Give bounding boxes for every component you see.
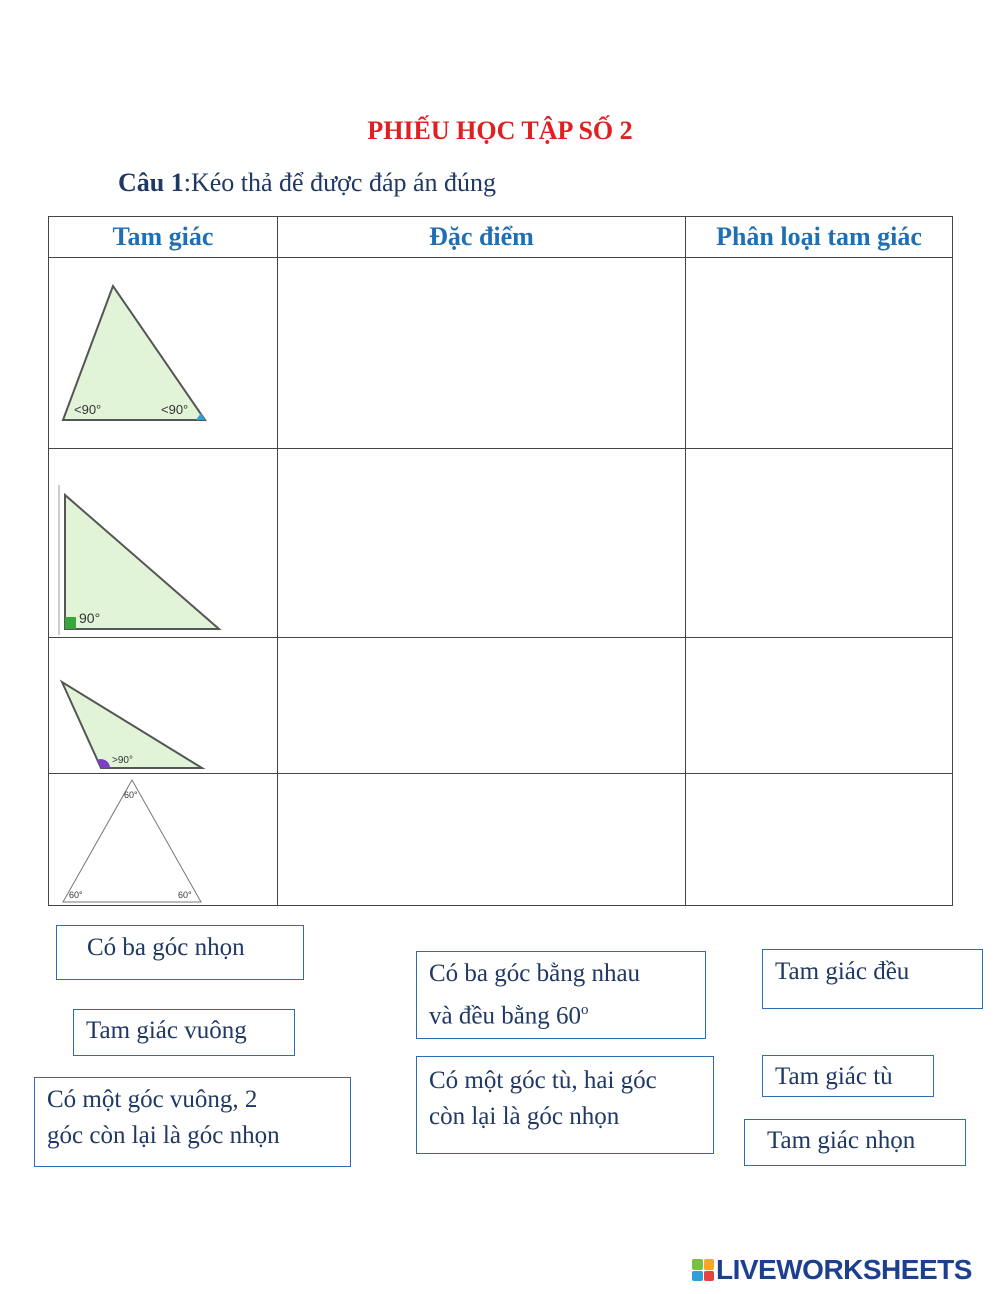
answer-label-line2: còn lại là góc nhọn — [429, 1103, 620, 1130]
answer-label: Có ba góc nhọn — [87, 934, 245, 961]
triangle-cell — [49, 258, 278, 449]
classification-drop-zone[interactable] — [686, 258, 953, 449]
obtuse-triangle-image — [49, 638, 278, 773]
answer-label-line2: và đều bằng 60$^o$ — [429, 1002, 589, 1030]
characteristics-drop-zone[interactable] — [278, 638, 686, 774]
header-triangle: Tam giác — [49, 217, 278, 258]
answer-label: Tam giác đều — [775, 958, 910, 985]
table-row — [49, 449, 953, 638]
answer-label-line1: Có ba góc bằng nhau — [429, 960, 641, 987]
worksheet-title: PHIẾU HỌC TẬP SỐ 2 — [367, 116, 633, 145]
table-row — [49, 774, 953, 906]
table-header-row — [49, 217, 953, 258]
angle-label: >90° — [112, 755, 133, 766]
classification-drop-zone[interactable] — [686, 449, 953, 638]
angle-label: 60° — [124, 790, 138, 800]
answer-label: Tam giác tù — [775, 1063, 893, 1090]
equilateral-triangle-image — [49, 774, 278, 905]
answer-acute[interactable] — [744, 1119, 966, 1166]
liveworksheets-logo-icon — [692, 1259, 714, 1281]
answer-obtuse[interactable] — [762, 1055, 934, 1097]
answer-one-right[interactable] — [34, 1077, 351, 1167]
logo-text: LIVEWORKSHEETS — [716, 1254, 972, 1285]
triangle-cell — [49, 774, 278, 906]
angle-label: <90° — [161, 402, 189, 417]
characteristics-drop-zone[interactable] — [278, 258, 686, 449]
table-row — [49, 638, 953, 774]
classification-table — [48, 216, 953, 906]
answer-equilateral[interactable] — [762, 949, 983, 1009]
angle-label: 90° — [79, 610, 101, 626]
header-classification: Phân loại tam giác — [686, 217, 953, 258]
angle-label: 60° — [69, 890, 83, 900]
question-text: :Kéo thả để được đáp án đúng — [183, 168, 497, 197]
answer-three-acute[interactable] — [56, 925, 304, 980]
answer-equal-angles[interactable] — [416, 951, 706, 1039]
angle-label: <90° — [74, 402, 102, 417]
liveworksheets-logo — [692, 1254, 972, 1286]
acute-triangle-image — [49, 258, 278, 448]
classification-drop-zone[interactable] — [686, 774, 953, 906]
answer-label: Tam giác vuông — [86, 1017, 247, 1044]
classification-drop-zone[interactable] — [686, 638, 953, 774]
characteristics-drop-zone[interactable] — [278, 449, 686, 638]
answer-label-line2: góc còn lại là góc nhọn — [47, 1122, 280, 1149]
answer-label-line1: Có một góc tù, hai góc — [429, 1067, 657, 1094]
right-triangle-image — [49, 449, 278, 637]
answer-right[interactable] — [73, 1009, 295, 1056]
answer-one-obtuse[interactable] — [416, 1056, 714, 1154]
triangle-cell — [49, 638, 278, 774]
triangle-cell — [49, 449, 278, 638]
question-prompt — [118, 168, 496, 198]
question-label: Câu 1 — [118, 168, 184, 197]
answer-label: Tam giác nhọn — [767, 1127, 916, 1154]
header-characteristics: Đặc điểm — [278, 217, 686, 258]
answer-label-line1: Có một góc vuông, 2 — [47, 1086, 258, 1113]
angle-label: 60° — [178, 890, 192, 900]
characteristics-drop-zone[interactable] — [278, 774, 686, 906]
table-row — [49, 258, 953, 449]
